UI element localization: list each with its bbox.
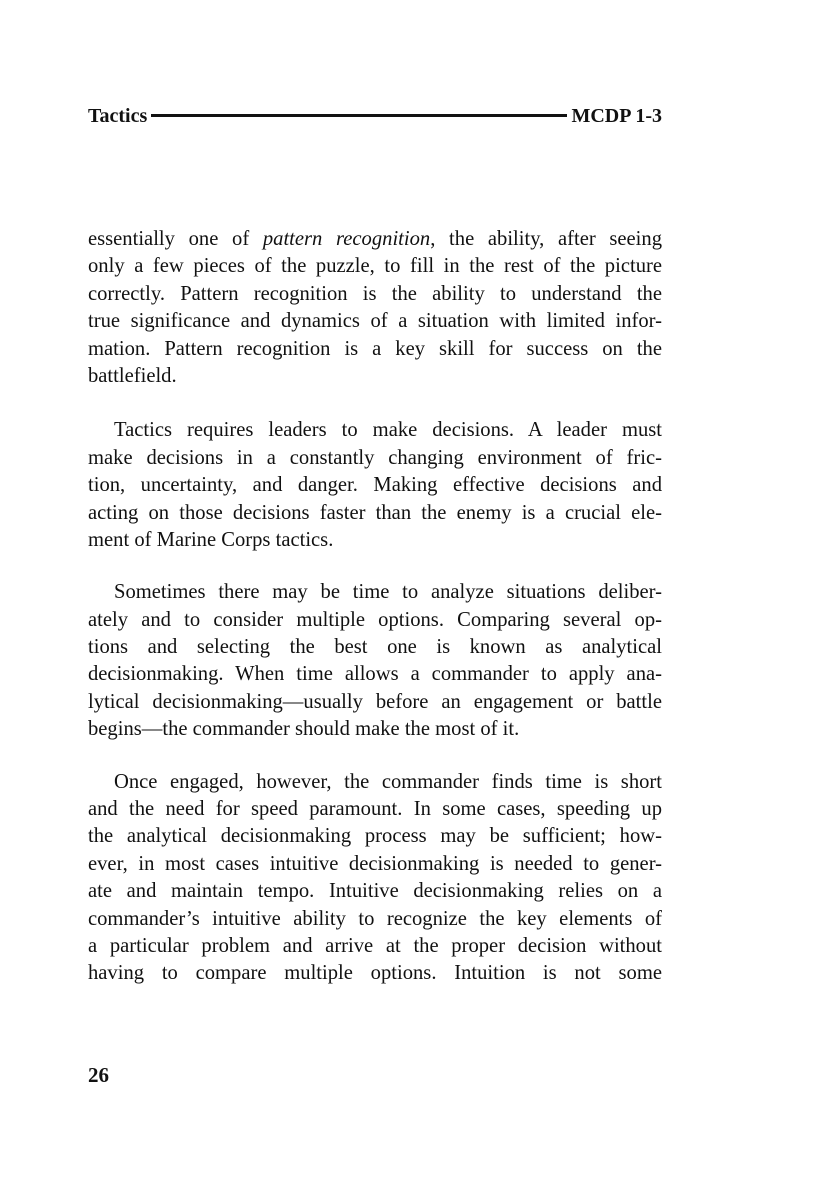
running-header: [88, 101, 662, 131]
paragraph-line: decisionmaking. When time allows a commander to apply ana-: [88, 663, 662, 686]
paragraph-line: a particular problem and arrive at the proper decision without: [88, 934, 662, 957]
paragraph-line: having to compare multiple options. Intuition is not some: [88, 962, 662, 985]
paragraph-line: tions and selecting the best one is known as analytical: [88, 636, 662, 659]
paragraph: [88, 579, 662, 743]
paragraph-line: lytical decisionmaking—usually before an engagement or battle: [88, 690, 662, 713]
paragraph-line: and the need for speed paramount. In some cases, speeding up: [88, 798, 662, 821]
paragraph-line: mation. Pattern recognition is a key skill for success on the: [88, 337, 662, 360]
paragraph-line: only a few pieces of the puzzle, to fill in the rest of the picture: [88, 255, 662, 278]
page-body: [88, 226, 662, 988]
page-number: 26: [88, 1063, 109, 1087]
paragraph-line: ate and maintain tempo. Intuitive decisionmaking relies on a: [88, 880, 662, 903]
paragraph-line: make decisions in a constantly changing environment of fric-: [88, 446, 662, 469]
emphasis: pattern recognition: [262, 228, 431, 250]
paragraph-line: Once engaged, however, the commander finds time is short: [114, 770, 662, 793]
paragraph-line: correctly. Pattern recognition is the ability to understand the: [88, 282, 662, 305]
header-publication-id: MCDP 1-3: [571, 104, 662, 127]
paragraph-line: essentially one of pattern recognition, the ability, after seeing: [88, 228, 662, 250]
paragraph-line: Sometimes there may be time to analyze situations deliber-: [114, 581, 662, 604]
paragraph: [88, 226, 662, 390]
paragraph-line: battlefield.: [88, 364, 177, 387]
paragraph: [88, 417, 662, 554]
paragraph-line: begins—the commander should make the most of it.: [88, 718, 520, 741]
paragraph-line: the analytical decisionmaking process may be sufficient; how-: [88, 825, 662, 848]
paragraph: [88, 769, 662, 988]
paragraph-line: Tactics requires leaders to make decisions. A leader must: [114, 419, 662, 442]
paragraph-line: ever, in most cases intuitive decisionmaking is needed to gener-: [88, 852, 662, 875]
header-title: Tactics: [88, 104, 148, 127]
paragraph-line: ately and to consider multiple options. Comparing several op-: [88, 608, 662, 631]
paragraph-line: commander’s intuitive ability to recognize the key elements of: [88, 907, 662, 930]
paragraph-line: ment of Marine Corps tactics.: [88, 528, 334, 551]
paragraph-line: tion, uncertainty, and danger. Making effective decisions and: [88, 474, 662, 497]
paragraph-line: true significance and dynamics of a situation with limited infor-: [88, 310, 662, 333]
paragraph-line: acting on those decisions faster than the enemy is a crucial ele-: [88, 501, 662, 524]
header-rule: [151, 114, 567, 117]
